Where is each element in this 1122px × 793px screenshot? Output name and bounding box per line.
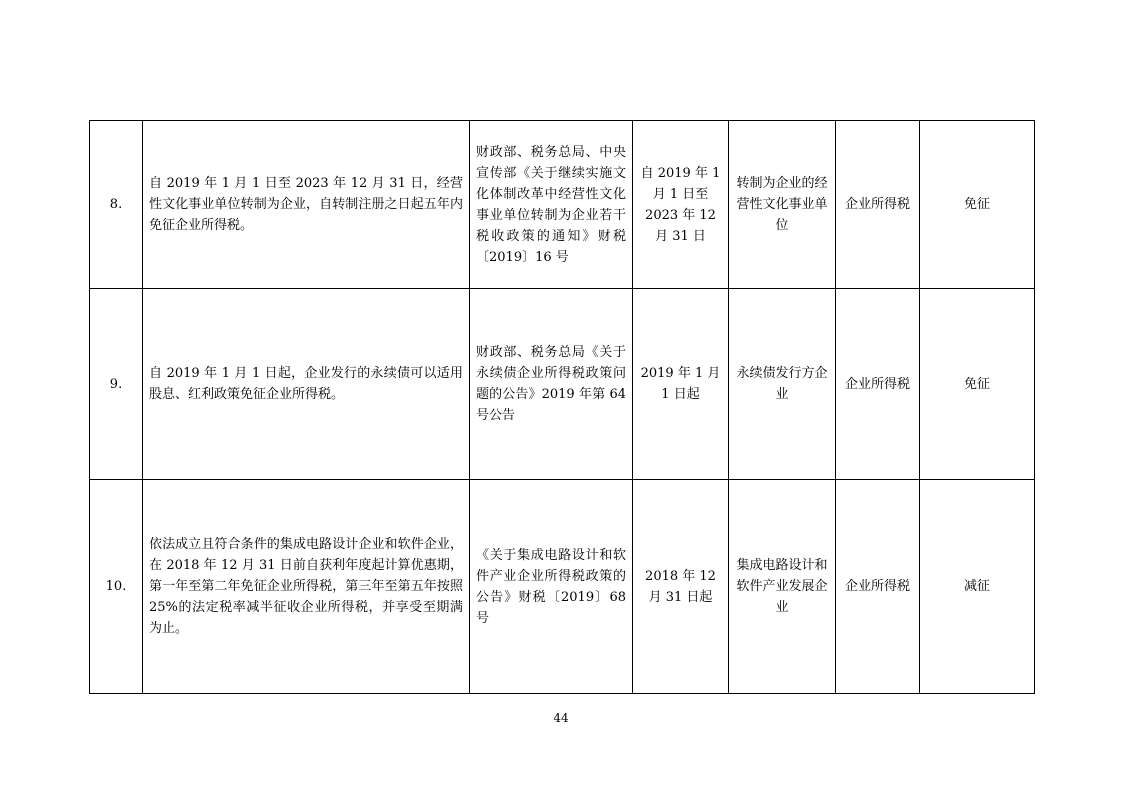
relief-method: 免征 [920,121,1035,289]
policy-target: 永续债发行方企业 [729,289,836,480]
policy-period: 2019 年 1 月 1 日起 [633,289,729,480]
policy-description: 自 2019 年 1 月 1 日至 2023 年 12 月 31 日，经营性文化事业单位转制为企业，自转制注册之日起五年内免征企业所得税。 [143,121,470,289]
policy-period: 2018 年 12 月 31 日起 [633,480,729,694]
tax-type: 企业所得税 [836,121,920,289]
table-row [90,289,1035,480]
policy-basis: 财政部、税务总局《关于永续债企业所得税政策问题的公告》2019 年第 64 号公告 [470,289,633,480]
tax-type: 企业所得税 [836,289,920,480]
policy-basis: 财政部、税务总局、中央宣传部《关于继续实施文化体制改革中经营性文化事业单位转制为企业若干税收政策的通知》财税〔2019〕16 号 [470,121,633,289]
policy-description: 自 2019 年 1 月 1 日起，企业发行的永续债可以适用股息、红利政策免征企业所得税。 [143,289,470,480]
tax-type: 企业所得税 [836,480,920,694]
row-index: 9. [90,289,143,480]
relief-method: 免征 [920,289,1035,480]
page-number: 44 [553,711,569,725]
row-index: 10. [90,480,143,694]
relief-method: 减征 [920,480,1035,694]
policy-description: 依法成立且符合条件的集成电路设计企业和软件企业，在 2018 年 12 月 31 日前自获利年度起计算优惠期，第一年至第二年免征企业所得税，第三年至第五年按照 25%的法定税率减半征收企业所得税，并享受至期满为止。 [143,480,470,694]
policy-basis: 《关于集成电路设计和软件产业企业所得税政策的公告》财税〔2019〕68 号 [470,480,633,694]
policy-table [89,120,1035,694]
policy-target: 集成电路设计和软件产业发展企业 [729,480,836,694]
table-row [90,121,1035,289]
row-index: 8. [90,121,143,289]
policy-target: 转制为企业的经营性文化事业单位 [729,121,836,289]
table-row [90,480,1035,694]
policy-period: 自 2019 年 1 月 1 日至 2023 年 12 月 31 日 [633,121,729,289]
